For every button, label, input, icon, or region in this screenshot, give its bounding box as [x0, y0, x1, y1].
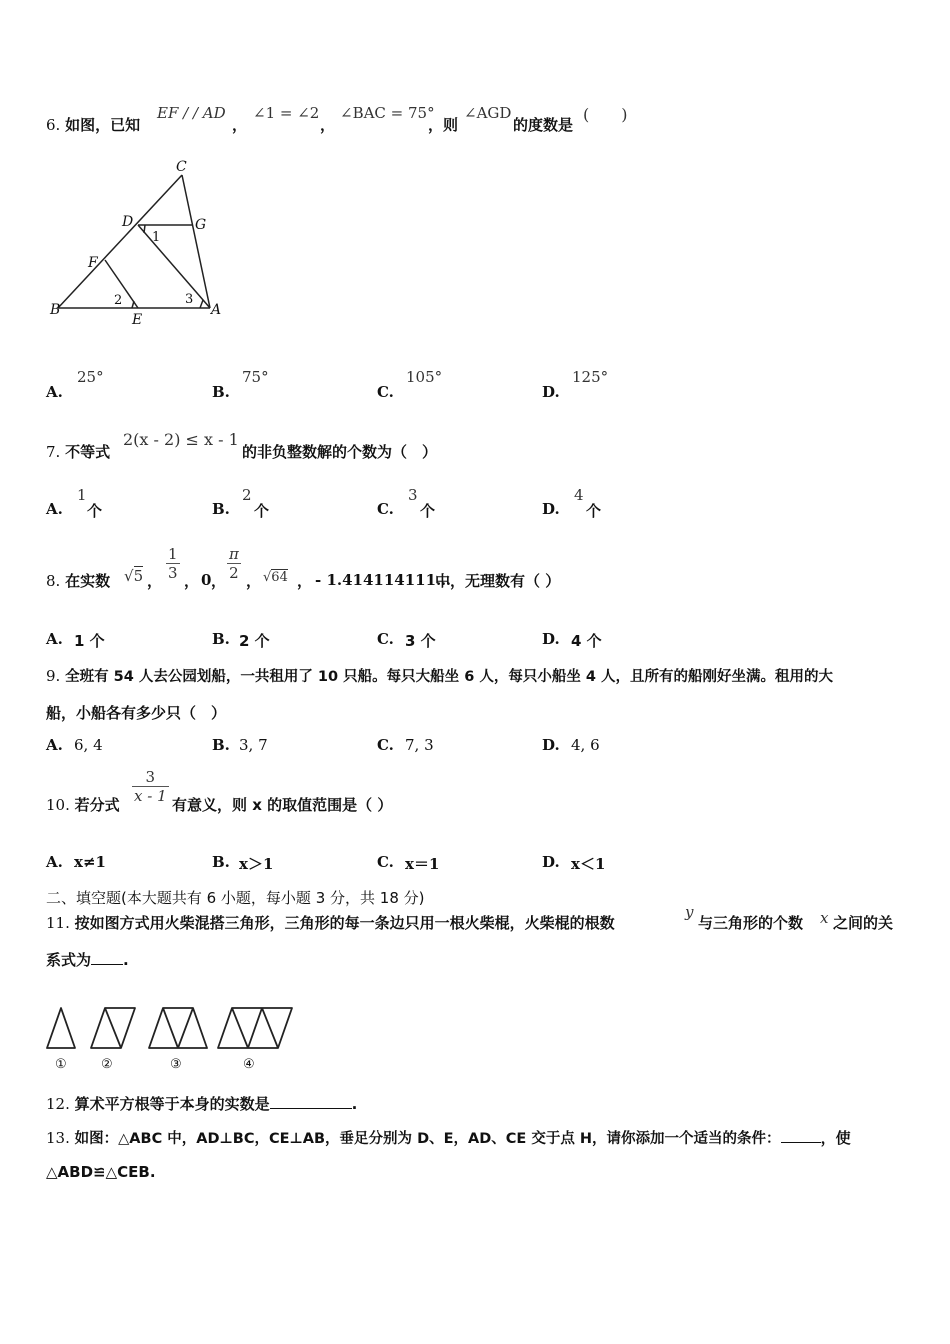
q8-frac2-denominator: 2	[229, 564, 239, 582]
label-b: B	[50, 302, 61, 318]
fig3-label: ③	[170, 1057, 182, 1072]
q6-option-d-value: 125°	[572, 368, 609, 386]
q6-option-b-letter: B.	[212, 383, 230, 401]
q11-stem-line-1	[46, 912, 615, 933]
q6-option-d-letter: D.	[542, 383, 560, 401]
q12-stem	[46, 1093, 357, 1114]
fig1-label: ①	[55, 1057, 67, 1072]
q8-option-c-value: 3 个	[405, 632, 436, 650]
q10-option-b-letter: B.	[212, 853, 230, 871]
q11-var-y: y	[685, 903, 694, 921]
q7-option-a-unit: 个	[87, 502, 103, 520]
q6-cond1: EF / / AD	[157, 104, 226, 122]
q8-comma-5: ，	[297, 572, 313, 590]
q11-text-a: 按如图方式用火柴混搭三角形，三角形的每一条边只用一根火柴棍，火柴棍的根数	[74, 914, 615, 932]
q10-text-a: 若分式	[74, 796, 120, 814]
q8-text-a: 在实数	[65, 572, 111, 590]
q8-number: 8.	[46, 572, 61, 590]
q10-text-b: 有意义，则 x 的取值范围是（ ）	[172, 796, 393, 814]
q13-end: ，使	[820, 1129, 851, 1147]
q10-frac-denominator: x - 1	[134, 787, 167, 805]
q7-option-a-letter: A.	[46, 500, 63, 518]
q10-frac-numerator: 3	[132, 768, 169, 787]
q6-cond3: ∠BAC = 75°	[340, 104, 435, 122]
q9-option-c-letter: C.	[377, 736, 394, 754]
q13-text: 如图：△ABC 中，AD⊥BC，CE⊥AB，垂足分别为 D、E，AD、CE 交于点 H，请你添加一个适当的条件：	[74, 1131, 781, 1147]
q12-text: 算术平方根等于本身的实数是	[74, 1095, 270, 1113]
q6-option-a-value: 25°	[77, 368, 104, 386]
q7-option-b-letter: B.	[212, 500, 230, 518]
q11-text-b: 与三角形的个数	[698, 914, 804, 932]
q8-frac1-denominator: 3	[168, 564, 178, 582]
q6-number: 6.	[46, 116, 61, 134]
q9-stem-line-1	[46, 665, 833, 686]
q6-sep1: ，	[232, 116, 248, 134]
line-ca	[182, 175, 210, 308]
q8-sqrt5-radicand: 5	[133, 567, 144, 585]
q8-comma-1: ，	[147, 572, 163, 590]
q6-option-c-letter: C.	[377, 383, 394, 401]
q9-option-d-value: 4, 6	[571, 736, 600, 754]
q6-option-a-letter: A.	[46, 383, 63, 401]
q8-option-a-letter: A.	[46, 630, 63, 648]
fig4-label: ④	[243, 1057, 255, 1072]
q11-line-2: 系式为	[46, 951, 92, 969]
q13-stem-line-1	[46, 1127, 851, 1148]
q7-option-d-value: 4	[574, 486, 584, 504]
q7-option-d-unit: 个	[586, 502, 602, 520]
q7-option-b-unit: 个	[254, 502, 270, 520]
q7-option-d-letter: D.	[542, 500, 560, 518]
q10-option-a-value: x≠1	[74, 853, 106, 871]
q11-number: 11.	[46, 914, 70, 932]
q10-stem	[46, 794, 120, 815]
q7-option-c-letter: C.	[377, 500, 394, 518]
q9-option-c-value: 7, 3	[405, 736, 434, 754]
q10-number: 10.	[46, 796, 70, 814]
q7-number: 7.	[46, 443, 61, 461]
label-g: G	[195, 217, 207, 233]
q9-option-b-value: 3, 7	[239, 736, 268, 754]
line-da	[138, 225, 210, 308]
q6-option-c-value: 105°	[406, 368, 443, 386]
q7-option-c-unit: 个	[420, 502, 436, 520]
line-bc	[58, 175, 182, 308]
q11-end: .	[123, 951, 129, 969]
q6-text-a: 如图，已知	[65, 116, 141, 134]
q8-fraction-one-third	[166, 545, 180, 582]
sqrt-symbol: √	[263, 570, 272, 585]
q11-answer-blank[interactable]	[91, 964, 123, 965]
q9-option-d-letter: D.	[542, 736, 560, 754]
q8-text-b: 中，无理数有（ ）	[435, 572, 561, 590]
q13-answer-blank[interactable]	[781, 1142, 821, 1143]
label-f: F	[88, 255, 98, 271]
q12-end: .	[351, 1095, 358, 1113]
q8-option-c-letter: C.	[377, 630, 394, 648]
q9-option-a-letter: A.	[46, 736, 63, 754]
q7-text-b: 的非负整数解的个数为（ ）	[242, 443, 438, 461]
label-e: E	[132, 312, 143, 328]
q8-zero: 0	[201, 571, 212, 589]
angle-3-mark	[200, 300, 203, 308]
q8-sqrt64-radicand: 64	[271, 570, 288, 585]
q8-comma-2: ，	[184, 572, 200, 590]
q6-cond2: ∠1 = ∠2	[253, 104, 320, 122]
label-angle-2: 2	[114, 293, 123, 308]
q8-option-b-value: 2 个	[239, 632, 270, 650]
q8-option-a-value: 1 个	[74, 632, 105, 650]
q8-option-d-value: 4 个	[571, 632, 602, 650]
q11-text-c: 之间的关	[833, 914, 894, 932]
q9-number: 9.	[46, 667, 61, 685]
q8-stem	[46, 570, 110, 591]
q12-number: 12.	[46, 1095, 70, 1113]
q12-answer-blank[interactable]	[270, 1108, 352, 1109]
q8-option-d-letter: D.	[542, 630, 560, 648]
fig2-triangles	[91, 1008, 135, 1048]
q7-option-b-value: 2	[242, 486, 252, 504]
q6-option-b-value: 75°	[242, 368, 269, 386]
sqrt-symbol: √	[124, 567, 134, 585]
q13-line-2: △ABD≌△CEB.	[46, 1163, 156, 1181]
q7-stem	[46, 441, 110, 462]
q10-option-b-value: x＞1	[239, 855, 274, 873]
q7-option-c-value: 3	[408, 486, 418, 504]
fig2-label: ②	[101, 1057, 113, 1072]
q8-option-b-letter: B.	[212, 630, 230, 648]
fig1-triangles	[47, 1008, 75, 1048]
label-c: C	[176, 159, 187, 175]
q6-target: ∠AGD	[464, 104, 512, 122]
q7-option-a-value: 1	[77, 486, 87, 504]
q10-option-d-letter: D.	[542, 853, 560, 871]
q6-sep2: ，	[320, 116, 336, 134]
label-d: D	[122, 214, 134, 230]
q6-stem	[46, 114, 140, 135]
q8-sqrt5	[124, 567, 143, 585]
q9-text-line-1: 全班有 54 人去公园划船，一共租用了 10 只船。每只大船坐 6 人，每只小船坐 4 人，且所有的船刚好坐满。租用的大	[65, 669, 834, 685]
q6-text-b: ，则	[428, 116, 459, 134]
label-angle-3: 3	[185, 292, 194, 307]
label-angle-1: 1	[152, 230, 161, 245]
q8-frac1-numerator: 1	[168, 545, 178, 563]
q13-number: 13.	[46, 1129, 70, 1147]
q10-option-c-letter: C.	[377, 853, 394, 871]
q11-matchstick-figure	[40, 1000, 310, 1078]
q6-answer-paren: ( )	[583, 105, 628, 124]
q11-stem-line-2	[46, 949, 129, 970]
q10-option-a-letter: A.	[46, 853, 63, 871]
q9-text-line-2: 船，小船各有多少只（ ）	[46, 704, 227, 722]
angle-2-mark	[132, 301, 134, 308]
fig4-triangles	[218, 1008, 292, 1048]
q9-option-a-value: 6, 4	[74, 736, 103, 754]
q7-inequality: 2(x - 2) ≤ x - 1	[123, 430, 239, 449]
q11-var-x: x	[820, 909, 829, 927]
fig3-triangles	[149, 1008, 207, 1048]
q10-option-d-value: x＜1	[571, 855, 606, 873]
q10-fraction	[132, 768, 169, 805]
q7-text-a: 不等式	[65, 443, 111, 461]
section-2-heading: 二、填空题(本大题共有 6 小题，每小题 3 分，共 18 分)	[46, 889, 425, 907]
label-a: A	[211, 302, 222, 318]
q8-frac2-numerator: π	[229, 545, 239, 563]
q8-fraction-pi-half	[227, 545, 241, 582]
q6-text-c: 的度数是	[513, 116, 574, 134]
q8-comma-3: ，	[211, 572, 227, 590]
angle-1-mark	[144, 225, 145, 233]
q8-decimal: - 1.414114111…	[315, 571, 452, 589]
q8-comma-4: ，	[246, 572, 262, 590]
q8-sqrt64	[263, 570, 288, 585]
q6-triangle-figure	[40, 150, 240, 335]
q10-option-c-value: x＝1	[405, 855, 440, 873]
q9-option-b-letter: B.	[212, 736, 230, 754]
